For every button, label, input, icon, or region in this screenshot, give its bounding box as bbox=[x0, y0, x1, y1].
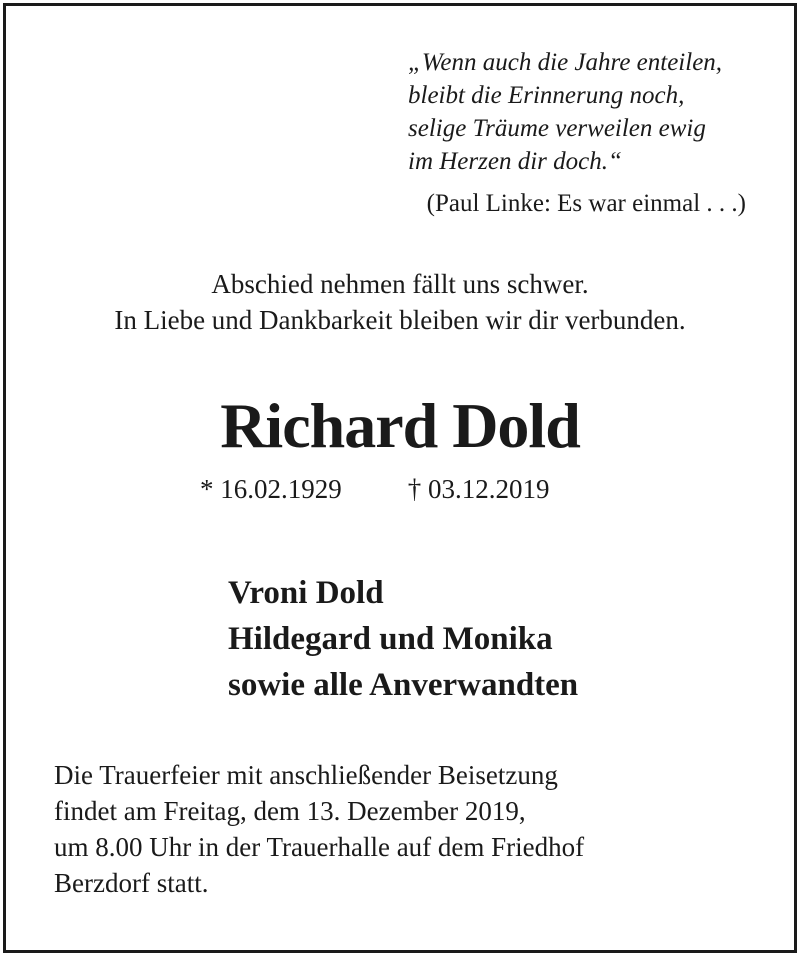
poem-line: bleibt die Erinnerung noch, bbox=[408, 82, 685, 109]
poem-line: selige Träume verweilen ewig bbox=[408, 115, 706, 142]
deceased-name: Richard Dold bbox=[220, 390, 580, 461]
service-line: um 8.00 Uhr in der Trauerhalle auf dem Friedhof bbox=[54, 832, 585, 862]
service-line: Die Trauerfeier mit anschließender Beisetzung bbox=[54, 760, 558, 790]
service-line: findet am Freitag, dem 13. Dezember 2019, bbox=[54, 796, 526, 826]
service-line: Berzdorf statt. bbox=[54, 868, 209, 898]
mourner-line: Hildegard und Monika bbox=[228, 621, 553, 657]
poem-line: „Wenn auch die Jahre enteilen, bbox=[408, 49, 723, 76]
poem-quote bbox=[408, 46, 722, 178]
farewell-line: In Liebe und Dankbarkeit bleiben wir dir verbunden. bbox=[114, 305, 686, 335]
funeral-service-info bbox=[54, 757, 584, 901]
mourners-list bbox=[228, 570, 578, 708]
life-dates bbox=[200, 474, 550, 505]
farewell-line: Abschied nehmen fällt uns schwer. bbox=[211, 269, 589, 299]
death-date: † 03.12.2019 bbox=[407, 474, 550, 504]
mourner-line: Vroni Dold bbox=[228, 575, 384, 611]
birth-date: * 16.02.1929 bbox=[200, 474, 342, 504]
poem-line: im Herzen dir doch.“ bbox=[408, 148, 622, 175]
farewell-text bbox=[0, 266, 800, 338]
mourner-line: sowie alle Anverwandten bbox=[228, 667, 579, 703]
poem-source: (Paul Linke: Es war einmal . . .) bbox=[426, 190, 746, 217]
